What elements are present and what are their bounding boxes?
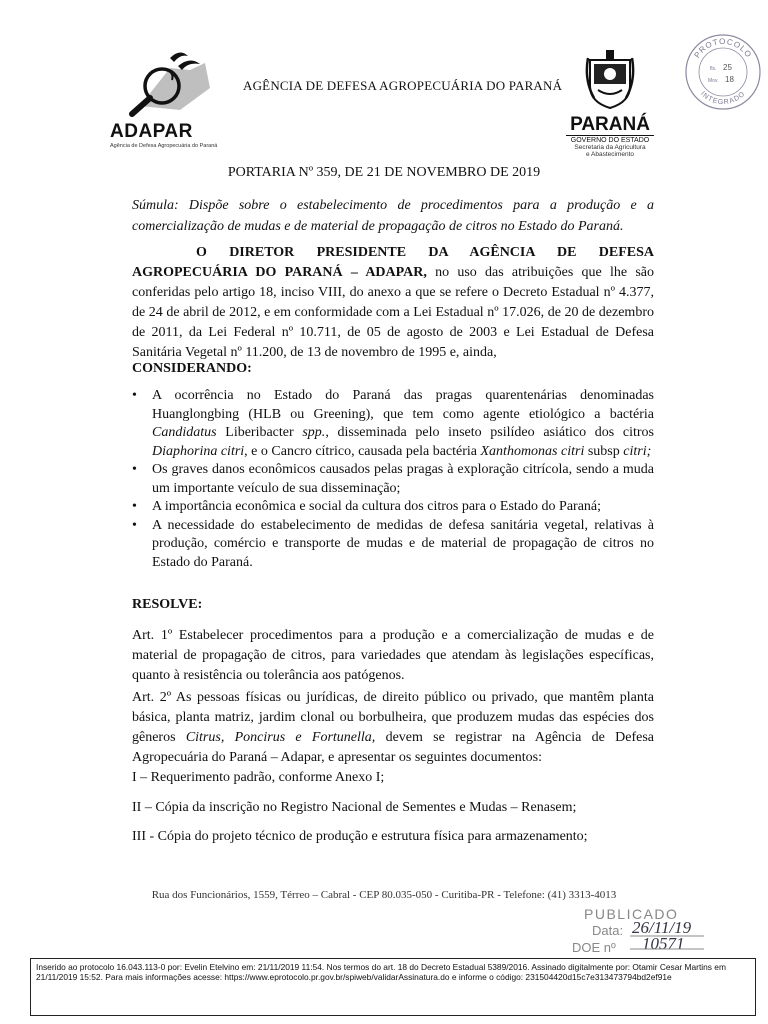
adapar-logo-sub: Agência de Defesa Agropecuária do Paraná	[110, 143, 218, 149]
considerando-list	[132, 387, 654, 572]
adapar-magnifier-icon	[110, 48, 240, 118]
publicado-doe-value: 10571	[642, 934, 685, 953]
bullet-icon: •	[132, 462, 137, 477]
list-item: • A necessidade do estabelecimento de medidas de defesa sanitária vegetal, relativas à produção, comércio e transporte de mudas e de material de propagação de citros no Estado do Paraná.	[132, 517, 654, 570]
document-item-3: III - Cópia do projeto técnico de produção e estrutura física para armazenamento;	[132, 829, 588, 844]
parana-logo-sub1: GOVERNO DO ESTADO	[566, 135, 654, 144]
agency-header: AGÊNCIA DE DEFESA AGROPECUÁRIA DO PARANÁ	[243, 78, 563, 93]
publicado-date-value: 26/11/19	[632, 918, 692, 937]
protocol-info-box: Inserido ao protocolo 16.043.113-0 por: Evelin Etelvino em: 21/11/2019 11:54. Nos termos do art. 18 do Decreto Estadual 5389/2016. Assinado digitalmente por: Otamir Cesar Martins em 21/11/2019 15:52. Para mais informações acesse: https://www.eprotocolo.pr.gov.br/spiweb/validarAssinatura.do e informe o código: 231504420d15c7e313473794bd2ef91e	[30, 958, 756, 1016]
footer-address: Rua dos Funcionários, 1559, Térreo – Cabral - CEP 80.035-050 - Curitiba-PR - Telefone: (41) 3313-4013	[151, 889, 617, 901]
publicado-title: PUBLICADO	[584, 906, 679, 922]
document-item-2: II – Cópia da inscrição no Registro Nacional de Sementes e Mudas – Renasem;	[132, 800, 577, 815]
svg-text:INTEGRADO	[699, 90, 747, 106]
parana-logo-name: PARANÁ	[570, 114, 650, 135]
list-item: • A importância econômica e social da cultura dos citros para o Estado do Paraná;	[132, 498, 654, 517]
publicado-date-label: Data:	[592, 923, 624, 938]
parana-logo-sub2: Secretaria da Agricultura	[574, 144, 646, 151]
publicado-underlines	[628, 934, 708, 950]
stamp-mov-value: 18	[725, 75, 734, 84]
list-item: • A ocorrência no Estado do Paraná das pragas quarentenárias denominadas Huanglongbing (HLB ou Greening), que tem como agente etiológico a bactéria Candidatus Liberibacter spp., disseminada pelo inseto psilídeo asiático dos citros Diaphorina citri, e o Cancro cítrico, causada pela bactéria Xanthomonas citri subsp citri;	[132, 388, 654, 459]
list-item: • Os graves danos econômicos causados pelas pragas à exploração citrícola, sendo a muda um importante veículo de sua disseminação;	[132, 462, 654, 496]
protocol-stamp	[683, 32, 763, 112]
resolve-heading: RESOLVE:	[132, 597, 203, 612]
bullet-icon: •	[132, 499, 137, 514]
parana-logo-sub3: e Abastecimento	[585, 151, 635, 158]
svg-text:Mov.: Mov.	[708, 78, 719, 84]
document-item-1: I – Requerimento padrão, conforme Anexo I;	[132, 770, 385, 785]
bullet-icon: •	[132, 517, 137, 533]
considerando-heading: CONSIDERANDO:	[132, 361, 252, 376]
portaria-title: PORTARIA Nº 359, DE 21 DE NOVEMBRO DE 2019	[227, 165, 541, 180]
preamble	[132, 243, 654, 363]
preamble-text: no uso das atribuições que lhe são conferidas pelo artigo 18, inciso VIII, do anexo a que se refere o Decreto Estadual nº 4.377, de 24 de abril de 2012, e em conformidade com a Lei Estadual nº 17.026, de 20 de dezembro de 2011, da Lei Federal nº 10.711, de 05 de agosto de 2003 e Lei Estadual de Defesa Sanitária Vegetal nº 11.200, de 13 de novembro de 1995 e, ainda,	[132, 265, 654, 360]
article-1: Art. 1º Estabelecer procedimentos para a produção e a comercialização de mudas e de material de propagação de citros, para variedades que atendam às legislações específicas, quanto à resistência ou tolerância aos patógenos.	[132, 628, 654, 683]
parana-coat-of-arms-icon	[584, 50, 636, 110]
svg-text:fls.: fls.	[710, 66, 717, 72]
stamp-top-text: PROTOCOLO	[692, 36, 754, 60]
publicado-doe-label: DOE nº	[572, 940, 616, 955]
preamble-bold: O DIRETOR PRESIDENTE DA AGÊNCIA DE DEFESA AGROPECUÁRIA DO PARANÁ – ADAPAR,	[132, 245, 654, 280]
article-2: Art. 2º As pessoas físicas ou jurídicas, de direito público ou privado, que mantêm planta básica, planta matriz, jardim clonal ou borbulheira, que produzem mudas das espécies dos gêneros Citrus, Poncirus e Fortunella, devem se registrar na Agência de Defesa Agropecuária do Paraná – Adapar, e apresentar os seguintes documentos:	[132, 690, 654, 765]
stamp-fls-value: 25	[723, 63, 732, 72]
adapar-logo-name: ADAPAR	[110, 121, 193, 142]
bullet-icon: •	[132, 388, 137, 403]
parana-logo	[560, 50, 660, 165]
sumula: Súmula: Dispõe sobre o estabelecimento de procedimentos para a produção e a comercialização de mudas e de material de propagação de citros no Estado do Paraná.	[132, 198, 654, 234]
stamp-bottom-text: INTEGRADO	[699, 90, 747, 107]
adapar-logo	[110, 48, 240, 149]
